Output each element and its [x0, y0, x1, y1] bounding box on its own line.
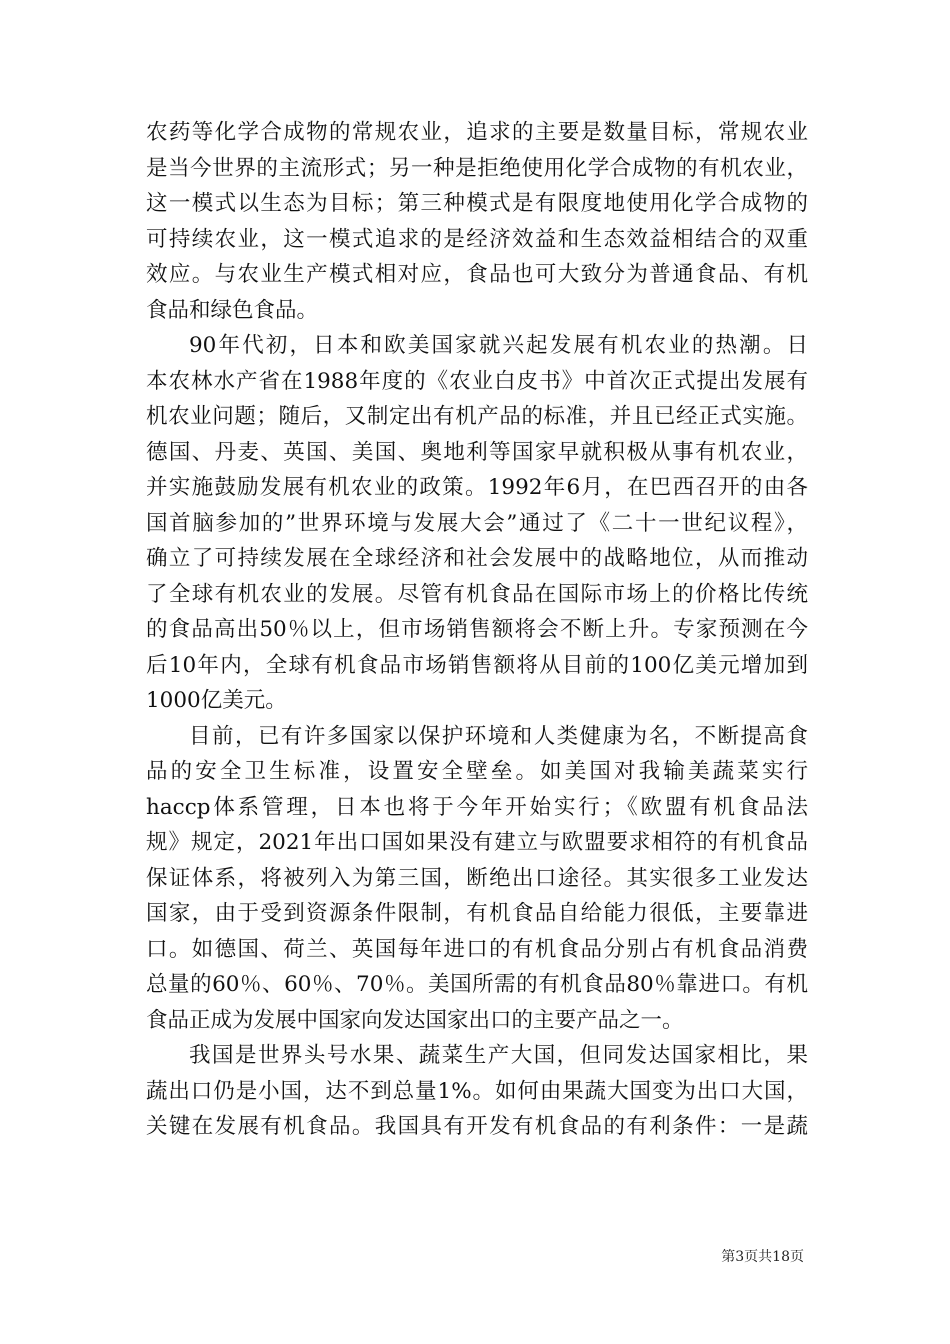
text-line: 我国是世界头号水果、蔬菜生产大国，但同发达国家相比，果	[189, 1043, 808, 1068]
body-text	[146, 115, 808, 1145]
text-line: 口。如德国、荷兰、英国每年进口的有机食品分别占有机食品消费	[146, 936, 808, 962]
paragraph	[146, 719, 808, 1039]
paragraph	[146, 1038, 808, 1145]
text-line: 蔬出口仍是小国，达不到总量1%。如何由果蔬大国变为出口大国，	[146, 1078, 808, 1104]
text-line: 国家，由于受到资源条件限制，有机食品自给能力很低，主要靠进	[146, 901, 808, 926]
paragraph	[146, 115, 808, 328]
text-line: 这一模式以生态为目标；第三种模式是有限度地使用化学合成物的	[146, 191, 808, 216]
text-line: 机农业问题；随后，又制定出有机产品的标准，并且已经正式实施。	[146, 404, 808, 429]
text-line: 效应。与农业生产模式相对应，食品也可大致分为普通食品、有机	[146, 262, 808, 287]
page-number-footer: 第3页共18页	[721, 1249, 804, 1265]
text-line: 目前，已有许多国家以保护环境和人类健康为名，不断提高食	[189, 723, 808, 749]
text-line: 1000亿美元。	[146, 688, 287, 713]
text-line: 关键在发展有机食品。我国具有开发有机食品的有利条件：一是蔬	[146, 1114, 808, 1139]
text-line: 规》规定，2021年出口国如果没有建立与欧盟要求相符的有机食品	[146, 830, 808, 855]
text-line: haccp体系管理，日本也将于今年开始实行；《欧盟有机食品法	[146, 794, 808, 820]
text-line: 德国、丹麦、英国、美国、奥地利等国家早就积极从事有机农业，	[146, 439, 808, 465]
text-line: 可持续农业，这一模式追求的是经济效益和生态效益相结合的双重	[146, 226, 808, 252]
text-line: 食品和绿色食品。	[146, 297, 319, 323]
text-line: 本农林水产省在1988年度的《农业白皮书》中首次正式提出发展有	[146, 368, 808, 394]
text-line: 食品正成为发展中国家向发达国家出口的主要产品之一。	[146, 1007, 684, 1033]
text-line: 总量的60％、60％、70％。美国所需的有机食品80％靠进口。有机	[146, 972, 808, 997]
text-line: 的食品高出50％以上，但市场销售额将会不断上升。专家预测在今	[146, 617, 808, 642]
text-line: 保证体系，将被列入为第三国，断绝出口途径。其实很多工业发达	[146, 865, 808, 891]
text-line: 确立了可持续发展在全球经济和社会发展中的战略地位，从而推动	[146, 546, 808, 571]
text-line: 后10年内，全球有机食品市场销售额将从目前的100亿美元增加到	[146, 652, 808, 678]
text-line: 90年代初，日本和欧美国家就兴起发展有机农业的热潮。日	[189, 333, 808, 358]
text-line: 了全球有机农业的发展。尽管有机食品在国际市场上的价格比传统	[146, 581, 808, 607]
text-line: 是当今世界的主流形式；另一种是拒绝使用化学合成物的有机农业，	[146, 155, 808, 181]
text-line: 农药等化学合成物的常规农业，追求的主要是数量目标，常规农业	[146, 120, 808, 145]
text-line: 并实施鼓励发展有机农业的政策。1992年6月，在巴西召开的由各	[146, 475, 808, 500]
text-line: 品的安全卫生标准，设置安全壁垒。如美国对我输美蔬菜实行	[146, 759, 808, 784]
text-line: 国首脑参加的”世界环境与发展大会”通过了《二十一世纪议程》，	[146, 510, 808, 536]
paragraph	[146, 328, 808, 719]
